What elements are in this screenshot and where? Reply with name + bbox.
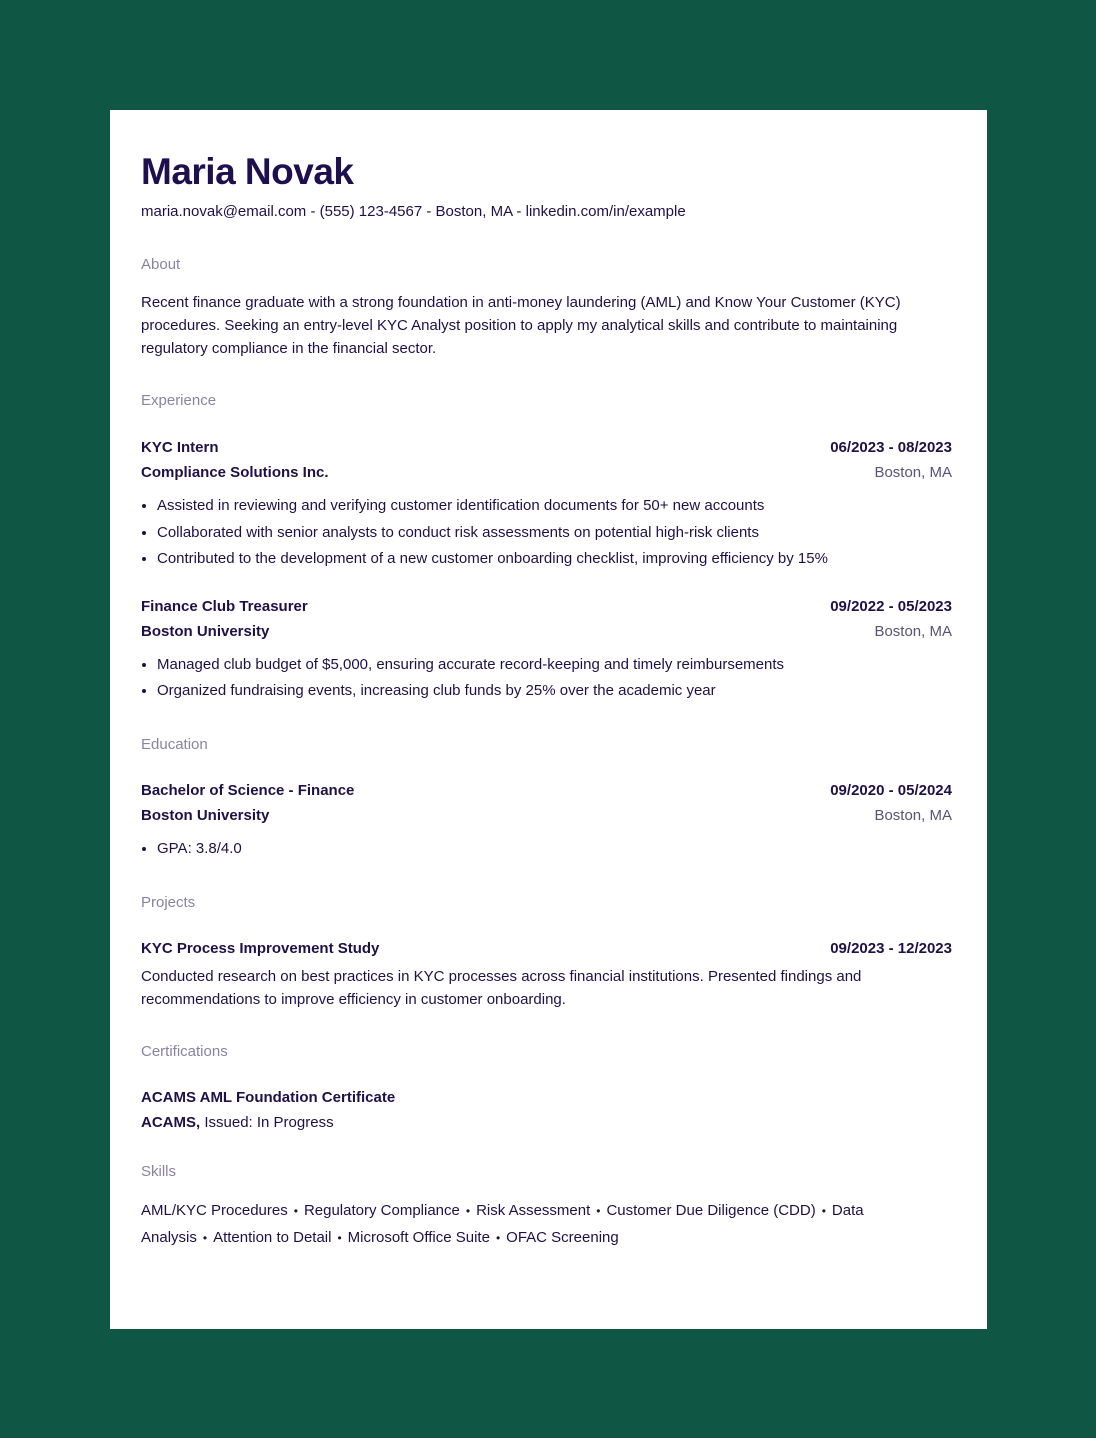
- contact-separator: -: [306, 203, 320, 220]
- list-item: • Collaborated with senior analysts to conduct risk assessments on potential high-risk clients: [157, 520, 952, 547]
- list-item: • Contributed to the development of a new customer onboarding checklist, improving efficiency by 15%: [157, 546, 952, 573]
- education-location: Boston, MA: [874, 806, 952, 824]
- education-bullets: [141, 836, 952, 863]
- resume-page: [110, 110, 987, 1329]
- education-school: Boston University: [141, 806, 270, 824]
- experience-dates: 09/2022 - 05/2023: [830, 597, 952, 615]
- skill-item: Risk Assessment: [476, 1202, 591, 1219]
- contact-separator: -: [422, 203, 436, 220]
- list-item: • Organized fundraising events, increasing club funds by 25% over the academic year: [157, 678, 952, 705]
- project-description: Conducted research on best practices in KYC processes across financial institutions. Presented findings and recommendations to improve efficiency in customer onboarding.: [141, 968, 862, 1008]
- experience-location: Boston, MA: [874, 464, 952, 481]
- list-item: • Assisted in reviewing and verifying customer identification documents for 50+ new accounts: [157, 493, 952, 520]
- skill-separator: •: [596, 1204, 601, 1218]
- skill-separator: •: [337, 1230, 342, 1245]
- contact-linkedin[interactable]: linkedin.com/in/example: [525, 203, 686, 220]
- list-item: • Managed club budget of $5,000, ensuring accurate record-keeping and timely reimbursements: [157, 652, 952, 679]
- candidate-name: Maria Novak: [141, 151, 354, 192]
- experience-org: Boston University: [141, 622, 270, 640]
- section-title-experience: Experience: [141, 392, 217, 409]
- skill-item: Customer Due Diligence (CDD): [606, 1202, 816, 1219]
- experience-location: Boston, MA: [874, 622, 952, 640]
- skill-item: Microsoft Office Suite: [347, 1228, 490, 1246]
- contact-email[interactable]: maria.novak@email.com: [141, 203, 307, 220]
- section-title-education: Education: [141, 735, 208, 753]
- skill-item: Attention to Detail: [213, 1228, 332, 1246]
- contact-phone: (555) 123-4567: [319, 203, 423, 220]
- experience-bullets: [141, 493, 952, 573]
- list-item: • GPA: 3.8/4.0: [157, 836, 952, 863]
- certification-issued: Issued: In Progress: [204, 1114, 334, 1131]
- certification-name: ACAMS AML Foundation Certificate: [141, 1089, 396, 1106]
- project-entry: [141, 936, 952, 1011]
- section-title-about: About: [141, 256, 181, 273]
- skill-separator: •: [202, 1230, 208, 1245]
- experience-role: KYC Intern: [141, 439, 219, 456]
- section-title-certifications: Certifications: [141, 1043, 228, 1060]
- skills-list: [141, 1198, 952, 1251]
- skill-separator: •: [495, 1230, 501, 1245]
- experience-dates: 06/2023 - 08/2023: [830, 439, 952, 456]
- education-entry: [141, 778, 952, 863]
- skill-separator: •: [293, 1204, 298, 1218]
- education-dates: 09/2020 - 05/2024: [830, 781, 952, 799]
- skill-item: Regulatory Compliance: [303, 1202, 460, 1219]
- section-title-projects: Projects: [141, 894, 196, 911]
- skill-item: OFAC Screening: [506, 1228, 619, 1246]
- skill-item: Data Analysis: [141, 1202, 864, 1246]
- section-title-skills: Skills: [141, 1163, 177, 1180]
- certification-issuer: ACAMS,: [141, 1114, 201, 1131]
- experience-org: Compliance Solutions Inc.: [141, 464, 329, 481]
- education-degree: Bachelor of Science - Finance: [141, 781, 355, 799]
- experience-role: Finance Club Treasurer: [141, 597, 308, 615]
- project-dates: 09/2023 - 12/2023: [830, 940, 952, 957]
- skill-item: AML/KYC Procedures: [141, 1202, 288, 1219]
- project-name: KYC Process Improvement Study: [141, 940, 380, 957]
- experience-entry: [141, 594, 952, 705]
- skill-separator: •: [465, 1204, 471, 1218]
- experience-bullets: [141, 652, 952, 705]
- certification-entry: [141, 1085, 952, 1135]
- contact-line: [141, 202, 952, 222]
- contact-separator: -: [512, 203, 526, 220]
- about-text: Recent finance graduate with a strong foundation in anti-money laundering (AML) and Know Your Customer (KYC) procedures. Seeking an entry-level KYC Analyst position to apply my analytical skills and contribute to maintaining regulatory compliance in the financial sector.: [141, 294, 901, 357]
- experience-entry: [141, 435, 952, 573]
- skill-separator: •: [821, 1204, 826, 1218]
- contact-location: Boston, MA: [435, 203, 513, 220]
